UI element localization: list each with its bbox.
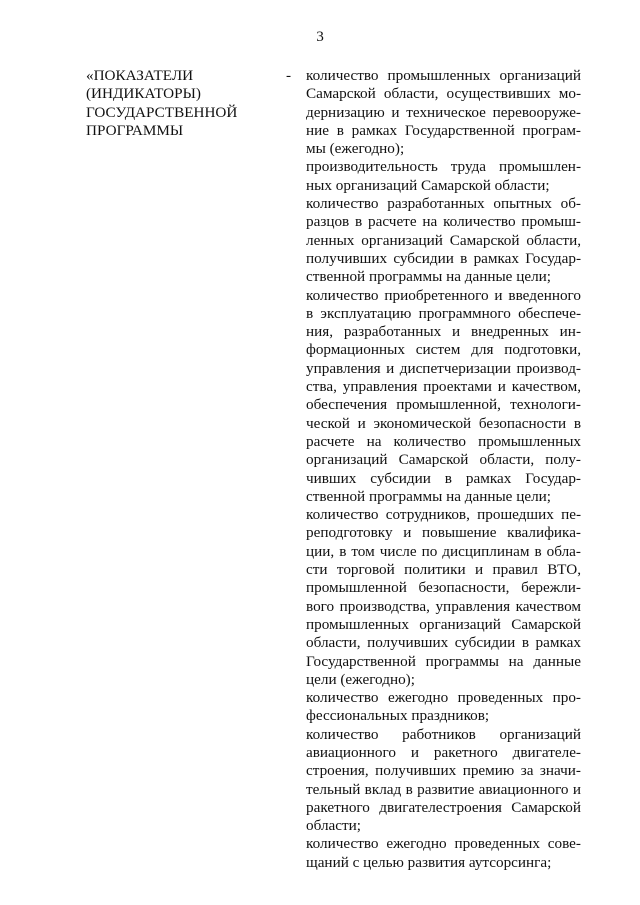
- indicator-line: ственной программы на данные цели;: [306, 268, 552, 286]
- list-dash: -: [286, 67, 292, 84]
- indicator-line: ние в рамках Государственной програм-: [306, 121, 581, 139]
- indicator-line: ния, разработанных и внедренных ин-: [306, 323, 581, 341]
- indicator-line: фессиональных праздников;: [306, 707, 490, 725]
- indicator-line: количество разработанных опытных об-: [306, 195, 581, 213]
- indicator-line: количество ежегодно проведенных сове-: [306, 835, 581, 853]
- indicator-line: разцов в расчете на количество промыш-: [306, 213, 581, 231]
- indicator-line: области, получивших субсидии в рамках: [306, 634, 581, 652]
- section-label-line: ПРОГРАММЫ: [86, 121, 184, 139]
- indicator-line: количество приобретенного и введенного: [306, 286, 581, 304]
- indicator-line: в эксплуатацию программного обеспече-: [306, 304, 581, 322]
- section-label-line: «ПОКАЗАТЕЛИ: [86, 67, 194, 84]
- indicator-line: ческой и экономической безопасности в: [306, 414, 581, 432]
- indicator-line: количество сотрудников, прошедших пе-: [306, 506, 581, 524]
- indicator-line: расчете на количество промышленных: [306, 432, 581, 450]
- indicator-line: ленных организаций Самарской области,: [306, 231, 581, 249]
- indicator-line: реподготовку и повышение квалифика-: [306, 524, 581, 542]
- indicator-line: мы (ежегодно);: [306, 140, 405, 158]
- indicator-line: количество ежегодно проведенных про-: [306, 689, 581, 707]
- indicator-line: организаций Самарской области, полу-: [306, 451, 581, 469]
- indicator-line: дернизацию и техническое перевооруже-: [306, 103, 581, 121]
- indicator-line: производительность труда промышлен-: [306, 158, 581, 176]
- indicator-line: промышленной безопасности, бережли-: [306, 579, 581, 597]
- indicator-line: чивших субсидии в рамках Государ-: [306, 469, 581, 487]
- indicator-line: промышленных организаций Самарской: [306, 615, 581, 633]
- indicator-line: обеспечения промышленной, технологи-: [306, 396, 581, 414]
- indicator-line: щаний с целью развития аутсорсинга;: [306, 853, 552, 871]
- indicator-item: [306, 287, 581, 507]
- indicator-line: количество промышленных организаций: [306, 67, 581, 84]
- indicator-line: ракетного двигателестроения Самарской: [306, 798, 581, 816]
- indicator-line: Государственной программы на данные: [306, 652, 581, 670]
- indicator-line: формационных систем для подготовки,: [306, 341, 581, 359]
- indicator-item: [306, 67, 581, 158]
- indicator-line: тельный вклад в развитие авиационного и: [306, 780, 581, 798]
- section-label-line: (ИНДИКАТОРЫ): [86, 85, 201, 103]
- indicator-item: [306, 835, 581, 872]
- indicator-line: количество работников организаций: [306, 725, 581, 743]
- indicator-line: цели (ежегодно);: [306, 670, 415, 688]
- indicator-line: ства, управления проектами и качеством,: [306, 378, 581, 396]
- indicator-line: ственной программы на данные цели;: [306, 487, 552, 505]
- indicator-item: [306, 506, 581, 689]
- section-label-line: ГОСУДАРСТВЕННОЙ: [86, 103, 238, 121]
- section-label: [86, 67, 276, 140]
- indicator-line: ции, в том числе по дисциплинам в обла-: [306, 542, 581, 560]
- indicator-line: вого производства, управления качеством: [306, 597, 581, 615]
- indicator-item: [306, 689, 581, 726]
- page-number: 3: [316, 28, 324, 45]
- indicator-line: ных организаций Самарской области;: [306, 176, 550, 194]
- indicator-list: [306, 67, 581, 872]
- indicator-line: Самарской области, осуществивших мо-: [306, 85, 581, 103]
- indicator-line: управления и диспетчеризации производ-: [306, 359, 581, 377]
- indicator-line: получивших субсидии в рамках Государ-: [306, 249, 581, 267]
- indicator-item: [306, 158, 581, 195]
- indicator-line: строения, получивших премию за значи-: [306, 762, 581, 780]
- indicator-line: авиационного и ракетного двигателе-: [306, 743, 581, 761]
- indicator-line: области;: [306, 817, 361, 835]
- indicator-line: сти торговой политики и правил ВТО,: [306, 561, 581, 579]
- indicator-item: [306, 195, 581, 286]
- indicator-item: [306, 726, 581, 836]
